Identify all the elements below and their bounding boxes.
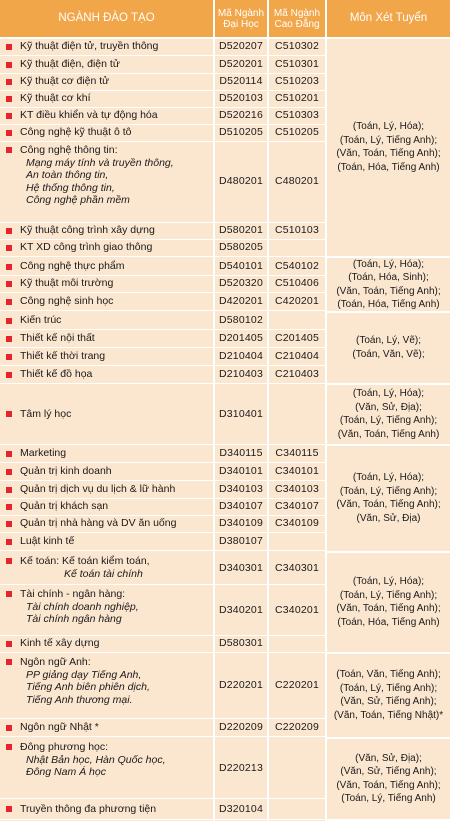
major-row-name (0, 73, 213, 90)
college-code: C510301 (274, 58, 320, 71)
college-code: C510201 (274, 92, 320, 105)
major-row-name (0, 653, 213, 718)
subject-group (327, 738, 450, 819)
major-row-name (0, 56, 213, 73)
major-sub-item: Công nghệ phần mềm (26, 194, 130, 206)
college-code: C210404 (274, 350, 320, 363)
major-sub-item: Mạng máy tính và truyền thông, (26, 156, 174, 169)
college-code (269, 799, 325, 819)
major-text (20, 588, 139, 626)
major-name: Thiết kế thời trang (20, 350, 106, 363)
major-name: Quản trị khách sạn (20, 500, 109, 513)
major-row-name (0, 141, 213, 222)
major-row-name (0, 585, 213, 635)
major-row-name (0, 445, 213, 462)
major-sub-item: Tiếng Anh thương mại. (26, 693, 133, 706)
subject-group (327, 312, 450, 383)
major-name: Kỹ thuật công trình xây dựng (20, 224, 155, 237)
bullet-icon (6, 641, 12, 647)
major-name: Ngôn ngữ Nhật * (20, 721, 99, 734)
grid-line (0, 37, 450, 39)
subject-group (327, 258, 450, 311)
major-text (20, 260, 125, 273)
major-sub-item: Đông Nam Á học (26, 766, 106, 778)
grid-line (0, 107, 325, 108)
subject-combo: (Văn, Sử, Địa); (355, 752, 422, 764)
major-row-name (0, 799, 213, 819)
college-code (269, 635, 325, 652)
major-text (20, 656, 150, 706)
grid-line (0, 124, 325, 125)
subject-combo: (Toán, Lý, Tiếng Anh); (339, 485, 438, 497)
major-text (20, 58, 120, 71)
major-row-name (0, 330, 213, 347)
grid-line (0, 480, 325, 481)
college-code: C510203 (274, 75, 320, 88)
bullet-icon (6, 659, 12, 665)
major-name: Quản trị nhà hàng và DV ăn uống (20, 517, 177, 530)
major-row-name (0, 348, 213, 365)
bullet-icon (6, 62, 12, 68)
grid-line (0, 550, 325, 551)
major-row-name (0, 719, 213, 736)
major-row-name (0, 498, 213, 515)
college-code: C510103 (274, 224, 320, 237)
college-code: C480201 (274, 175, 320, 188)
grid-line (0, 584, 325, 585)
grid-line (0, 444, 325, 445)
grid-line (327, 737, 450, 739)
college-code: C510303 (274, 109, 320, 122)
major-text (20, 350, 105, 363)
subject-combo: (Toán, Lý, Hóa); (352, 121, 425, 132)
subject-combo: (Toán, Lý, Hóa); (352, 576, 425, 587)
grid-line (0, 310, 325, 311)
subject-combo: (Toán, Lý, Tiếng Anh); (339, 415, 438, 426)
major-text (20, 517, 176, 530)
major-row-name (0, 533, 213, 550)
univ-code: D480201 (218, 175, 264, 188)
college-code: C201405 (274, 332, 320, 345)
college-code (269, 312, 325, 329)
grid-line (0, 652, 325, 653)
grid-line (0, 141, 325, 142)
major-sub-item: Hệ thống thông tin, (26, 181, 115, 194)
college-code: C340115 (275, 447, 319, 460)
bullet-icon (6, 539, 12, 545)
major-text (20, 109, 158, 122)
subject-combo: (Toán, Lý, Tiếng Anh); (339, 589, 438, 601)
college-code: C340101 (274, 465, 320, 478)
grid-line (0, 819, 325, 820)
major-text (20, 144, 174, 207)
major-name: Tài chính - ngân hàng: (20, 588, 126, 600)
subject-combo: (Toán, Lý, Tiếng Anh); (339, 682, 438, 694)
major-name: Ngôn ngữ Anh: (20, 656, 91, 668)
major-text (20, 241, 152, 254)
bullet-icon (6, 725, 12, 731)
univ-code: D340103 (218, 483, 264, 496)
grid-line (327, 551, 450, 553)
grid-line (0, 462, 325, 463)
major-name: KT điều khiển và tự động hóa (20, 109, 158, 122)
college-code (269, 533, 325, 550)
bullet-icon (6, 558, 12, 564)
subject-group (327, 38, 450, 256)
major-row-name (0, 90, 213, 107)
major-row-name (0, 515, 213, 532)
grid-line (0, 365, 325, 366)
subject-combo: (Toán, Hóa, Sinh); (348, 272, 429, 283)
major-text (20, 314, 61, 327)
college-code: C510406 (274, 277, 320, 290)
major-name: Đông phương học: (20, 741, 109, 753)
major-name: Công nghệ kỹ thuật ô tô (20, 126, 132, 139)
bullet-icon (6, 504, 12, 510)
college-code: C510302 (274, 40, 320, 53)
bullet-icon (6, 44, 12, 50)
bullet-icon (6, 281, 12, 287)
college-code: C540102 (274, 260, 320, 273)
major-sub-item: Nhật Bản học, Hàn Quốc học, (26, 753, 166, 766)
major-text (20, 535, 74, 548)
major-sub-item: Tài chính ngân hàng (26, 613, 122, 625)
major-text (20, 75, 109, 88)
major-text (20, 126, 132, 139)
college-code: C420201 (274, 295, 320, 308)
univ-code: D340107 (218, 500, 264, 513)
subject-combo: (Văn, Toán, Tiếng Anh); (336, 499, 441, 510)
major-sub-item: Kế toán tài chính (64, 567, 143, 580)
major-text (20, 721, 99, 734)
college-code: C340103 (274, 483, 320, 496)
univ-code: D201405 (218, 332, 264, 345)
bullet-icon (6, 147, 12, 153)
subject-combo: (Toán, Lý, Hóa); (352, 258, 425, 270)
bullet-icon (6, 354, 12, 360)
grid-line (0, 222, 325, 223)
univ-code: D580205 (218, 241, 264, 254)
grid-line (0, 798, 325, 799)
major-row-name (0, 481, 213, 498)
grid-line (0, 383, 325, 384)
bullet-icon (6, 469, 12, 475)
major-sub-item: Tiếng Anh biên phiên dịch, (26, 681, 150, 693)
grid-line (0, 239, 325, 240)
major-text (20, 368, 92, 381)
subject-combo: (Toán, Văn, Tiếng Anh); (336, 669, 441, 680)
major-text (20, 465, 112, 478)
univ-code: D210404 (218, 350, 264, 363)
subject-group (327, 384, 450, 444)
grid-line (327, 383, 450, 385)
grid-line (325, 0, 327, 821)
major-row-name (0, 124, 213, 141)
major-sub-item: An toàn thông tin, (26, 169, 109, 181)
univ-code: D520207 (218, 40, 264, 53)
univ-code: D220213 (218, 761, 264, 774)
grid-line (327, 311, 450, 313)
subject-combo: (Văn, Toán, Tiếng Nhật)* (333, 709, 444, 721)
grid-line (0, 329, 325, 330)
subject-combo: (Toán, Lý, Vẽ); (355, 335, 422, 346)
bullet-icon (6, 96, 12, 102)
major-row-name (0, 552, 213, 584)
univ-code: D520114 (219, 75, 263, 88)
grid-line (0, 515, 325, 516)
univ-code: D340101 (218, 465, 264, 478)
header-subjects: Môn Xét Tuyển (327, 0, 450, 37)
subject-group (327, 552, 450, 652)
major-name: Công nghệ thực phẩm (20, 260, 125, 273)
college-code (269, 384, 325, 444)
grid-line (0, 736, 325, 737)
major-name: Kinh tế xây dựng (20, 637, 100, 650)
major-text (20, 500, 108, 513)
major-row-name (0, 312, 213, 329)
major-name: Công nghệ sinh học (20, 295, 114, 308)
header-major: NGÀNH ĐÀO TẠO (0, 0, 213, 37)
grid-line (0, 55, 325, 56)
major-sub-item: PP giảng dạy Tiếng Anh, (26, 668, 142, 681)
grid-line (0, 275, 325, 276)
major-name: Kỹ thuật môi trường (20, 277, 114, 290)
univ-code: D340301 (218, 561, 264, 574)
bullet-icon (6, 245, 12, 251)
major-row-name (0, 275, 213, 292)
major-name: Marketing (20, 447, 67, 460)
bullet-icon (6, 591, 12, 597)
major-name: Kỹ thuật cơ điện tử (20, 75, 110, 88)
major-text (20, 92, 91, 105)
subject-group (327, 653, 450, 737)
major-name: Kỹ thuật điện, điện tử (20, 58, 120, 71)
major-name: Kỹ thuật điện tử, truyền thông (20, 40, 159, 53)
univ-code: D420201 (218, 295, 264, 308)
major-name: KT XD công trình giao thông (20, 241, 153, 254)
major-text (20, 741, 166, 779)
major-row-name (0, 738, 213, 798)
subject-combo: (Văn, Toán, Tiếng Anh); (336, 285, 441, 297)
univ-code: D340201 (218, 603, 264, 616)
grid-line (327, 256, 450, 258)
subject-combo: (Toán, Lý, Hóa); (352, 472, 425, 483)
univ-code: D520216 (218, 109, 264, 122)
subject-combo: (Toán, Lý, Tiếng Anh) (341, 793, 436, 804)
univ-code: D580301 (218, 637, 264, 650)
major-name: Thiết kế nội thất (20, 332, 95, 345)
major-name: Công nghệ thông tin: (20, 144, 118, 156)
grid-line (0, 718, 325, 719)
college-code: C220201 (274, 679, 320, 692)
major-name: Thiết kế đồ họa (20, 368, 93, 381)
bullet-icon (6, 806, 12, 812)
bullet-icon (6, 744, 12, 750)
bullet-icon (6, 521, 12, 527)
major-name: Quản trị dịch vụ du lịch & lữ hành (20, 483, 176, 496)
univ-code: D210403 (218, 368, 264, 381)
college-code: C220209 (274, 721, 320, 734)
bullet-icon (6, 299, 12, 305)
subject-group (327, 445, 450, 551)
univ-code: D520201 (218, 58, 264, 71)
subject-combo: (Văn, Sử, Tiếng Anh); (340, 766, 437, 777)
subject-combo: (Văn, Toán, Tiếng Anh); (336, 603, 441, 614)
header-univ-code: Mã Ngành Đại Học (215, 0, 267, 37)
major-text (20, 637, 99, 650)
major-text (20, 40, 158, 53)
grid-line (327, 652, 450, 654)
subject-combo: (Toán, Lý, Hóa); (352, 388, 425, 399)
univ-code: D340109 (218, 517, 264, 530)
univ-code: D220209 (218, 721, 264, 734)
major-name: Kế toán: Kế toán kiểm toán, (20, 555, 150, 567)
grid-line (0, 347, 325, 348)
subject-combo: (Văn, Toán, Tiếng Anh) (337, 428, 440, 440)
major-row-name (0, 107, 213, 124)
bullet-icon (6, 318, 12, 324)
college-code (269, 738, 325, 798)
major-text (20, 224, 155, 237)
bullet-icon (6, 113, 12, 119)
grid-line (0, 90, 325, 91)
univ-code: D580102 (218, 314, 264, 327)
bullet-icon (6, 228, 12, 234)
subject-combo: (Toán, Lý, Tiếng Anh); (339, 134, 438, 146)
univ-code: D520320 (218, 277, 264, 290)
major-row-name (0, 293, 213, 310)
college-code: C210403 (274, 368, 320, 381)
major-text (20, 277, 113, 290)
bullet-icon (6, 130, 12, 136)
bullet-icon (6, 336, 12, 342)
univ-code: D220201 (218, 679, 264, 692)
grid-line (0, 635, 325, 636)
major-name: Quản trị kinh doanh (20, 465, 112, 478)
major-name: Kỹ thuật cơ khí (20, 92, 91, 105)
grid-line (0, 256, 325, 257)
major-text (20, 332, 95, 345)
major-row-name (0, 239, 213, 256)
header-college-code: Mã Ngành Cao Đẳng (269, 0, 325, 37)
grid-line (0, 532, 325, 533)
bullet-icon (6, 79, 12, 85)
major-row-name (0, 366, 213, 383)
college-code: C340109 (274, 517, 320, 530)
univ-code: D320104 (218, 802, 264, 815)
subject-combo: (Văn, Sử, Địa) (356, 512, 421, 524)
major-name: Truyền thông đa phương tiện (20, 802, 157, 815)
univ-code: D340115 (219, 447, 263, 460)
subject-combo: (Văn, Sử, Địa); (355, 401, 422, 413)
univ-code: D580201 (218, 224, 264, 237)
major-row-name (0, 38, 213, 55)
college-code: C510205 (274, 126, 320, 139)
univ-code: D380107 (218, 535, 264, 548)
major-sub-item: Tài chính doanh nghiệp, (26, 600, 139, 613)
univ-code: D310401 (218, 407, 264, 420)
subject-combo: (Văn, Toán, Tiếng Anh); (336, 779, 441, 791)
univ-code: D510205 (218, 126, 264, 139)
univ-code: D540101 (218, 260, 264, 273)
subject-combo: (Văn, Toán, Tiếng Anh); (336, 148, 441, 159)
subject-combo: (Toán, Hóa, Tiếng Anh) (337, 161, 440, 173)
major-row-name (0, 635, 213, 652)
grid-line (0, 73, 325, 74)
college-code: C340107 (274, 500, 320, 513)
major-text (20, 447, 66, 460)
subject-combo: (Văn, Sử, Tiếng Anh); (340, 696, 437, 707)
major-text (20, 555, 150, 580)
bullet-icon (6, 451, 12, 457)
grid-line (327, 444, 450, 446)
college-code (269, 239, 325, 256)
major-text (20, 295, 113, 308)
major-row-name (0, 222, 213, 239)
major-text (20, 408, 71, 421)
major-text (20, 803, 156, 816)
major-text (20, 483, 175, 496)
grid-line (0, 498, 325, 499)
college-code: C340301 (274, 561, 320, 574)
major-name: Kiến trúc (20, 314, 62, 327)
major-row-name (0, 258, 213, 275)
bullet-icon (6, 372, 12, 378)
bullet-icon (6, 487, 12, 493)
major-row-name (0, 463, 213, 480)
subject-combo: (Toán, Văn, Vẽ); (352, 348, 425, 360)
grid-line (0, 292, 325, 293)
univ-code: D520103 (218, 92, 264, 105)
subject-combo: (Toán, Hóa, Tiếng Anh) (337, 299, 440, 310)
bullet-icon (6, 264, 12, 270)
subject-combo: (Toán, Hóa, Tiếng Anh) (337, 616, 440, 628)
major-name: Tâm lý học (20, 407, 72, 420)
college-code: C340201 (274, 603, 320, 616)
major-row-name (0, 384, 213, 444)
major-name: Luật kinh tế (20, 535, 75, 548)
bullet-icon (6, 411, 12, 417)
